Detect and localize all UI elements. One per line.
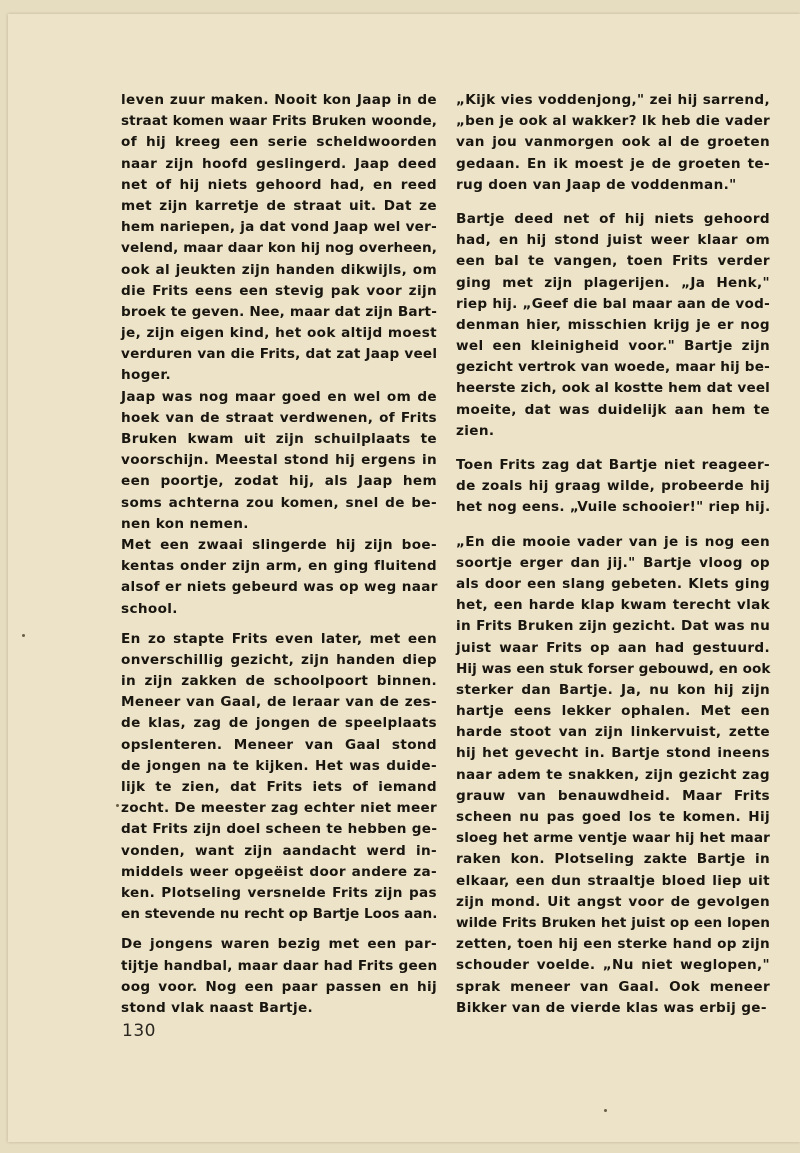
paragraph-gap [121,925,437,934]
text-line: het, een harde klap kwam terecht vlak [456,597,770,614]
text-line: zien. [456,422,495,439]
text-line: nen kon nemen. [121,515,249,532]
text-line: Jaap was nog maar goed en wel om de [121,388,437,405]
text-line: soortje erger dan jij." Bartje vloog op [456,554,770,571]
text-line: in zijn zakken de schoolpoort binnen. [121,673,437,690]
text-line: velend, maar daar kon hij nog overheen, [121,240,438,257]
text-line: hartje eens lekker ophalen. Met een [456,703,770,720]
text-line: kentas onder zijn arm, en ging fluitend [121,558,437,575]
text-line: gedaan. En ik moest je de groeten te- [456,155,770,172]
text-line: net of hij niets gehoord had, en reed [121,176,437,193]
text-line: straat komen waar Frits Bruken woonde, [121,113,437,130]
right-text-column [456,90,770,1019]
paper-speck [604,1109,607,1112]
text-line: grauw van benauwdheid. Maar Frits [456,787,770,804]
text-line: zocht. De meester zag echter niet meer [121,800,437,817]
text-line: moeite, dat was duidelijk aan hem te [456,401,770,418]
text-line: Toen Frits zag dat Bartje niet reageer- [456,457,770,473]
text-line: onverschillig gezicht, zijn handen diep [121,651,437,668]
text-line: harde stoot van zijn linkervuist, zette [456,724,770,741]
text-line: denman hier, misschien krijg je er nog [456,316,770,333]
text-line: sloeg het arme ventje waar hij het maar [456,830,770,847]
left-text-column [121,90,437,1019]
text-line: rug doen van Jaap de voddenman." [456,176,737,193]
text-line: met zijn karretje de straat uit. Dat ze [121,197,437,214]
paragraph-gap [456,196,770,209]
text-line: voorschijn. Meestal stond hij ergens in [121,452,437,469]
paper-speck [116,804,119,807]
text-line: De jongens waren bezig met een par- [121,936,437,953]
text-line: juist waar Frits op aan had gestuurd. [456,639,770,656]
text-line: middels weer opgeëist door andere za- [121,863,437,880]
text-line: „Kijk vies voddenjong," zei hij sarrend, [456,92,770,108]
text-line: riep hij. „Geef die bal maar aan de vod- [456,295,770,312]
text-line: sprak meneer van Gaal. Ook meneer [456,978,770,995]
text-line: had, en hij stond juist weer klaar om [456,232,770,249]
text-line: hoek van de straat verdwenen, of Frits [121,409,437,426]
text-line: de klas, zag de jongen de speelplaats [121,715,437,732]
text-line: elkaar, een dun straaltje bloed liep uit [456,872,770,889]
text-line: Bikker van de vierde klas was erbij ge- [456,999,767,1016]
text-line: dat Frits zijn doel scheen te hebben ge- [121,821,438,838]
text-line: Hij was een stuk forser gebouwd, en ook [456,660,771,677]
text-line: een poortje, zodat hij, als Jaap hem [121,473,437,490]
text-line: sterker dan Bartje. Ja, nu kon hij zijn [456,681,770,698]
paragraph-gap [456,442,770,455]
text-line: wel een kleinigheid voor." Bartje zijn [456,338,770,355]
text-line: leven zuur maken. Nooit kon Jaap in de [121,92,437,108]
text-line: het nog eens. „Vuile schooier!" riep hij. [456,499,771,516]
text-line: als door een slang gebeten. Klets ging [456,575,770,592]
text-line: hij het gevecht in. Bartje stond ineens [456,745,770,762]
text-line: ook al jeukten zijn handen dikwijls, om [121,261,437,278]
text-line: „ben je ook al wakker? Ik heb die vader [456,113,770,130]
text-line: je, zijn eigen kind, het ook altijd moest [121,325,437,342]
text-line: naar zijn hoofd geslingerd. Jaap deed [121,155,437,172]
text-line: van jou vanmorgen ook al de groeten [456,134,770,151]
paragraph-gap [121,620,437,629]
text-line: Bruken kwam uit zijn schuilplaats te [121,431,437,447]
text-line: stond vlak naast Bartje. [121,999,314,1016]
text-line: die Frits eens een stevig pak voor zijn [121,282,437,299]
text-line: naar adem te snakken, zijn gezicht zag [456,766,770,783]
text-line: Meneer van Gaal, de leraar van de zes- [121,694,437,711]
text-line: de zoals hij graag wilde, probeerde hij [456,478,770,495]
text-line: school. [121,600,178,617]
text-line: vonden, want zijn aandacht werd in- [121,842,437,859]
text-line: scheen nu pas goed los te komen. Hij [456,809,770,825]
text-line: hoger. [121,367,171,384]
text-line: Met een zwaai slingerde hij zijn boe- [121,536,437,553]
text-line: Bartje deed net of hij niets gehoord [456,210,770,227]
text-line: ging met zijn plagerijen. „Ja Henk," [456,274,770,291]
text-line: verduren van die Frits, dat zat Jaap veel [121,346,438,363]
text-line: alsof er niets gebeurd was op weg naar [121,579,438,596]
text-line: gezicht vertrok van woede, maar hij be- [456,359,770,376]
text-line: ken. Plotseling versnelde Frits zijn pas [121,884,437,901]
text-line: zijn mond. Uit angst voor de gevolgen [456,893,770,910]
text-line: raken kon. Plotseling zakte Bartje in [456,851,770,868]
text-line: broek te geven. Nee, maar dat zijn Bart- [121,303,437,320]
text-line: of hij kreeg een serie scheldwoorden [121,134,437,151]
text-line: tijtje handbal, maar daar had Frits geen [121,957,438,974]
text-line: En zo stapte Frits even later, met een [121,630,437,647]
text-line: zetten, toen hij een sterke hand op zijn [456,936,770,953]
text-line: „En die mooie vader van je is nog een [456,533,770,550]
text-line: schouder voelde. „Nu niet weglopen," [456,957,770,974]
paragraph-gap [456,519,770,532]
text-line: een bal te vangen, toen Frits verder [456,253,770,270]
text-line: de jongen na te kijken. Het was duide- [121,757,437,774]
text-line: in Frits Bruken zijn gezicht. Dat was nu [456,618,771,635]
text-line: heerste zich, ook al kostte hem dat veel [456,380,770,397]
page-number: 130 [122,1021,156,1041]
text-line: oog voor. Nog een paar passen en hij [121,978,437,995]
text-line: lijk te zien, dat Frits iets of iemand [121,779,437,795]
text-line: en stevende nu recht op Bartje Loos aan. [121,906,438,923]
text-line: wilde Frits Bruken het juist op een lopen [456,914,770,931]
text-line: hem nariepen, ja dat vond Jaap wel ver- [121,219,437,236]
text-line: soms achterna zou komen, snel de be- [121,494,437,511]
text-line: opslenteren. Meneer van Gaal stond [121,736,437,753]
paper-speck [22,634,25,637]
